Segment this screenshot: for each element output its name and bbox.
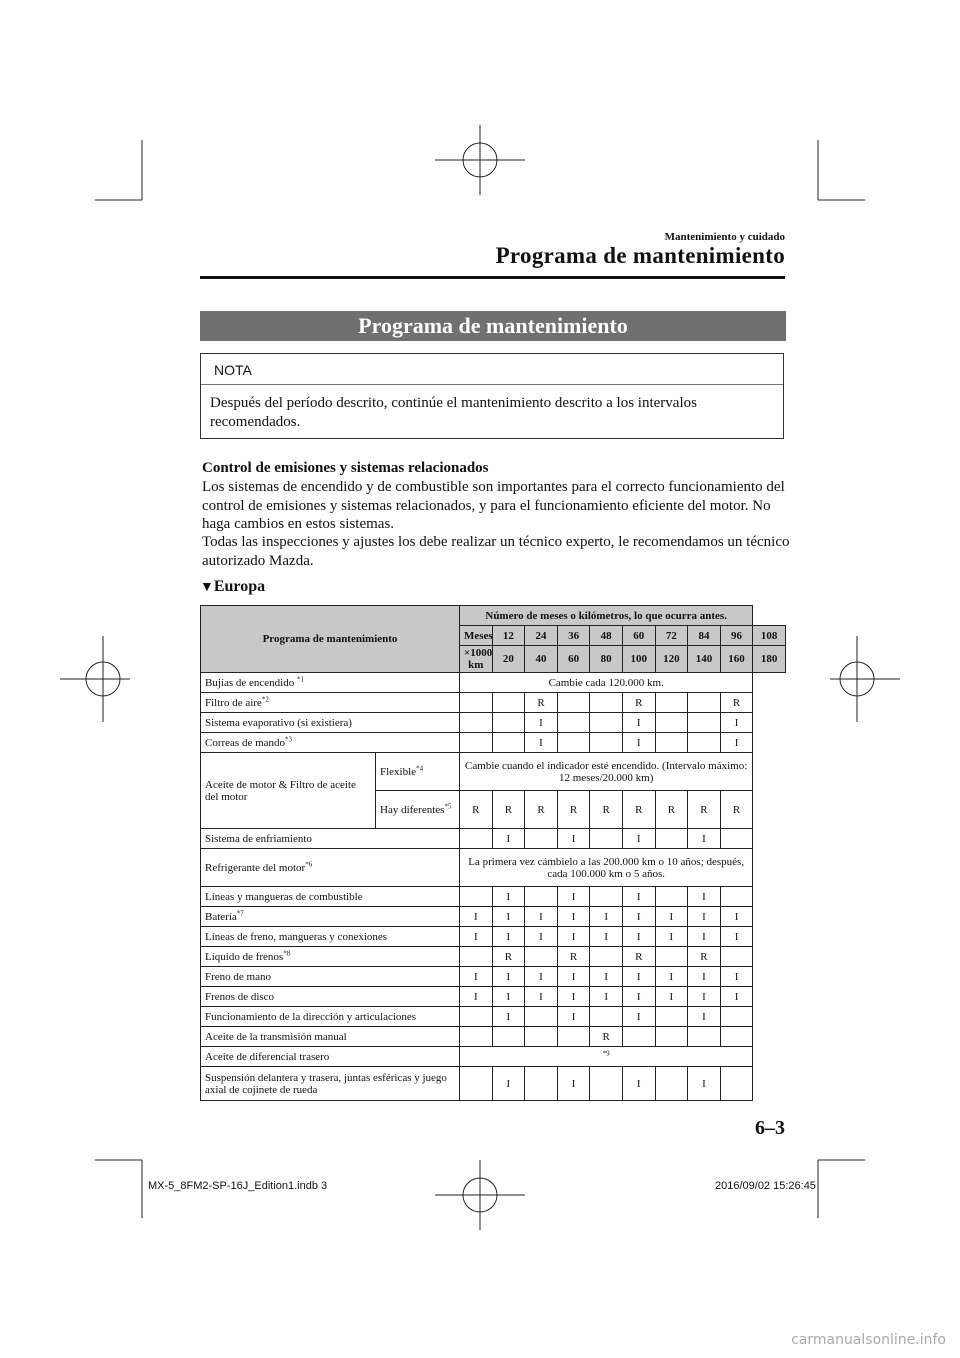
row-label: Aceite de la transmisión manual [201, 1027, 460, 1047]
interval-cell: R [590, 1027, 623, 1047]
row-label: Bujías de encendido $^{*1}$ [201, 673, 460, 693]
row-span-value: La primera vez cámbielo a las 200.000 km o 10 años; después, cada 100.000 km o 5 años. [460, 849, 753, 887]
interval-cell: I [460, 967, 493, 987]
triangle-down-icon: ▼ [200, 580, 214, 595]
months-cell: 72 [655, 626, 688, 646]
row-label: Suspensión delantera y trasera, juntas esféricas y juego axial de cojinete de rueda [201, 1067, 460, 1101]
interval-cell: I [688, 829, 721, 849]
row-span-value: Cambie cada 120.000 km. [460, 673, 753, 693]
interval-cell: I [557, 887, 590, 907]
interval-cell [655, 1067, 688, 1101]
km-cell: 60 [557, 646, 590, 673]
interval-cell: I [622, 987, 655, 1007]
row-label: Líneas y mangueras de combustible [201, 887, 460, 907]
table-row [201, 713, 786, 733]
interval-cell: I [492, 907, 525, 927]
km-cell: 180 [753, 646, 786, 673]
interval-cell [655, 1027, 688, 1047]
interval-cell: I [525, 907, 558, 927]
table-row [201, 829, 786, 849]
interval-cell: I [622, 1067, 655, 1101]
row-span-value: *9 [460, 1047, 753, 1067]
interval-cell [720, 887, 753, 907]
interval-cell: I [688, 1007, 721, 1027]
page-banner: Programa de mantenimiento [200, 311, 786, 341]
note-label: NOTA [214, 362, 252, 378]
interval-cell: I [492, 987, 525, 1007]
interval-cell [460, 693, 493, 713]
interval-cell: R [622, 947, 655, 967]
interval-cell [720, 1067, 753, 1101]
row-label: Frenos de disco [201, 987, 460, 1007]
interval-cell [590, 733, 623, 753]
row-label: Batería$^{*7}$ [201, 907, 460, 927]
table-row [201, 733, 786, 753]
interval-cell [622, 1027, 655, 1047]
row-span-value: Cambie cuando el indicador esté encendido. (Intervalo máximo: 12 meses/20.000 km) [460, 753, 753, 791]
interval-cell [590, 1007, 623, 1027]
interval-cell [720, 947, 753, 967]
interval-cell [525, 1067, 558, 1101]
interval-cell: I [720, 967, 753, 987]
table-row [201, 693, 786, 713]
maintenance-table [200, 605, 786, 1101]
interval-cell [590, 713, 623, 733]
interval-cell [655, 733, 688, 753]
interval-cell: I [460, 987, 493, 1007]
interval-cell: I [557, 967, 590, 987]
section-title: Control de emisiones y sistemas relacionados [202, 460, 489, 476]
interval-cell [492, 693, 525, 713]
interval-cell [525, 1027, 558, 1047]
note-box [200, 353, 784, 439]
row-label: Aceite de diferencial trasero [201, 1047, 460, 1067]
km-cell: 80 [590, 646, 623, 673]
interval-cell [688, 1027, 721, 1047]
interval-cell: R [492, 791, 525, 829]
interval-cell [655, 1007, 688, 1027]
interval-cell: I [688, 887, 721, 907]
page-number: 6–3 [755, 1117, 785, 1139]
interval-cell: I [557, 829, 590, 849]
interval-cell [590, 829, 623, 849]
interval-cell: I [688, 987, 721, 1007]
interval-cell [688, 733, 721, 753]
watermark: carmanualsonline.info [791, 1332, 946, 1348]
months-cell: 96 [720, 626, 753, 646]
interval-cell: I [557, 1067, 590, 1101]
months-cell: 108 [753, 626, 786, 646]
interval-cell [720, 829, 753, 849]
interval-cell [720, 1027, 753, 1047]
interval-cell: R [720, 693, 753, 713]
months-cell: 60 [622, 626, 655, 646]
interval-cell: I [460, 927, 493, 947]
interval-cell [492, 733, 525, 753]
interval-cell: I [525, 733, 558, 753]
interval-cell: R [688, 947, 721, 967]
interval-cell: I [720, 713, 753, 733]
table-row [201, 907, 786, 927]
interval-cell [557, 713, 590, 733]
interval-cell: I [622, 967, 655, 987]
row-label: Líneas de freno, mangueras y conexiones [201, 927, 460, 947]
note-text: Después del período descrito, continúe el mantenimiento descrito a los intervalos recomendados. [210, 395, 697, 430]
interval-cell: I [720, 927, 753, 947]
interval-cell: R [720, 791, 753, 829]
interval-cell [525, 887, 558, 907]
interval-cell [525, 829, 558, 849]
interval-cell: I [622, 829, 655, 849]
interval-cell: I [655, 987, 688, 1007]
header-rule [200, 276, 785, 279]
interval-cell: I [460, 907, 493, 927]
interval-cell [557, 733, 590, 753]
interval-cell: R [557, 791, 590, 829]
row-label: Filtro de aire$^{*2}$ [201, 693, 460, 713]
note-divider [201, 384, 783, 385]
interval-cell [525, 1007, 558, 1027]
interval-cell: R [525, 791, 558, 829]
interval-cell: I [688, 907, 721, 927]
interval-cell: R [525, 693, 558, 713]
interval-cell [460, 713, 493, 733]
table-row [201, 1047, 786, 1067]
interval-cell: I [492, 829, 525, 849]
interval-cell [525, 947, 558, 967]
interval-cell: I [590, 987, 623, 1007]
km-cell: 40 [525, 646, 558, 673]
table-header-row [201, 606, 786, 626]
interval-cell [460, 887, 493, 907]
interval-cell: R [622, 693, 655, 713]
row-label: Aceite de motor & Filtro de aceite del motor [201, 753, 376, 829]
km-cell: 140 [688, 646, 721, 673]
header-section: Mantenimiento y cuidado [664, 231, 785, 243]
interval-cell [655, 693, 688, 713]
interval-cell: I [688, 967, 721, 987]
interval-cell: I [622, 927, 655, 947]
interval-cell: I [557, 987, 590, 1007]
interval-cell [590, 947, 623, 967]
interval-cell [590, 693, 623, 713]
table-row [201, 673, 786, 693]
interval-cell: I [720, 907, 753, 927]
interval-cell: I [557, 907, 590, 927]
subsection-title [200, 578, 265, 596]
table-row [201, 1007, 786, 1027]
interval-cell: I [525, 713, 558, 733]
interval-cell: I [590, 907, 623, 927]
table-row [201, 927, 786, 947]
interval-cell: I [655, 967, 688, 987]
table-row [201, 947, 786, 967]
interval-cell: I [492, 887, 525, 907]
interval-cell [655, 713, 688, 733]
table-row [201, 1027, 786, 1047]
km-cell: 120 [655, 646, 688, 673]
interval-cell [590, 1067, 623, 1101]
interval-cell [460, 1007, 493, 1027]
interval-cell [460, 947, 493, 967]
km-cell: 160 [720, 646, 753, 673]
interval-cell: R [622, 791, 655, 829]
interval-cell [720, 1007, 753, 1027]
months-cell: 84 [688, 626, 721, 646]
interval-cell: I [557, 1007, 590, 1027]
row-label: Correas de mando$^{*3}$ [201, 733, 460, 753]
interval-cell: I [557, 927, 590, 947]
table-row [201, 849, 786, 887]
row-label: Refrigerante del motor$^{*6}$ [201, 849, 460, 887]
table-row [201, 887, 786, 907]
table-row [201, 1067, 786, 1101]
interval-cell: I [655, 927, 688, 947]
km-label: ×1000 km [460, 646, 493, 673]
interval-cell: R [688, 791, 721, 829]
interval-cell [460, 1067, 493, 1101]
row-label: Sistema de enfriamiento [201, 829, 460, 849]
interval-cell: I [590, 927, 623, 947]
interval-cell [460, 733, 493, 753]
interval-cell [688, 693, 721, 713]
interval-cell: I [492, 1067, 525, 1101]
interval-cell: I [622, 1007, 655, 1027]
interval-cell [590, 887, 623, 907]
table-row [201, 967, 786, 987]
interval-cell [655, 947, 688, 967]
row-label: Líquido de frenos$^{*8}$ [201, 947, 460, 967]
row-sublabel: Flexible$^{*4}$ [376, 753, 460, 791]
km-cell: 20 [492, 646, 525, 673]
interval-cell [492, 713, 525, 733]
table-row [201, 753, 786, 791]
interval-cell: R [460, 791, 493, 829]
months-cell: 36 [557, 626, 590, 646]
interval-cell [492, 1027, 525, 1047]
header-title: Programa de mantenimiento [495, 243, 785, 268]
footer-timestamp: 2016/09/02 15:26:45 [715, 1180, 816, 1192]
table-corner-header: Programa de mantenimiento [201, 606, 460, 673]
interval-cell: I [688, 927, 721, 947]
interval-cell: I [492, 1007, 525, 1027]
interval-cell: I [622, 713, 655, 733]
interval-cell: I [688, 1067, 721, 1101]
months-label: Meses [460, 626, 493, 646]
section-paragraph-1: Los sistemas de encendido y de combustible son importantes para el correcto funcionamiento del control de emisiones y sistemas relacionados, y para el funcionamiento eficiente del motor. No haga cambios en estos sistemas. [202, 479, 785, 532]
months-cell: 48 [590, 626, 623, 646]
interval-cell: R [590, 791, 623, 829]
interval-cell: I [525, 987, 558, 1007]
interval-cell: I [720, 987, 753, 1007]
interval-cell [557, 1027, 590, 1047]
table-row [201, 987, 786, 1007]
interval-cell: R [557, 947, 590, 967]
months-cell: 24 [525, 626, 558, 646]
interval-cell: R [655, 791, 688, 829]
table-span-header: Número de meses o kilómetros, lo que ocurra antes. [460, 606, 753, 626]
interval-cell: I [590, 967, 623, 987]
interval-cell: I [622, 907, 655, 927]
interval-cell: I [720, 733, 753, 753]
row-label: Sistema evaporativo (si existiera) [201, 713, 460, 733]
interval-cell: I [525, 967, 558, 987]
interval-cell: I [655, 907, 688, 927]
row-label: Funcionamiento de la dirección y articulaciones [201, 1007, 460, 1027]
interval-cell: I [492, 967, 525, 987]
interval-cell: I [622, 887, 655, 907]
interval-cell: I [525, 927, 558, 947]
months-cell: 12 [492, 626, 525, 646]
interval-cell: I [622, 733, 655, 753]
interval-cell [460, 829, 493, 849]
footer-filename: MX-5_8FM2-SP-16J_Edition1.indb 3 [148, 1180, 328, 1192]
interval-cell [655, 829, 688, 849]
interval-cell [688, 713, 721, 733]
section-paragraph-2: Todas las inspecciones y ajustes los debe realizar un técnico experto, le recomendamos un técnico autorizado Mazda. [202, 534, 790, 569]
interval-cell [557, 693, 590, 713]
interval-cell [460, 1027, 493, 1047]
interval-cell: I [492, 927, 525, 947]
row-sublabel: Hay diferentes$^{*5}$ [376, 791, 460, 829]
interval-cell [655, 887, 688, 907]
subsection-label: Europa [213, 578, 266, 595]
interval-cell: R [492, 947, 525, 967]
km-cell: 100 [622, 646, 655, 673]
row-label: Freno de mano [201, 967, 460, 987]
